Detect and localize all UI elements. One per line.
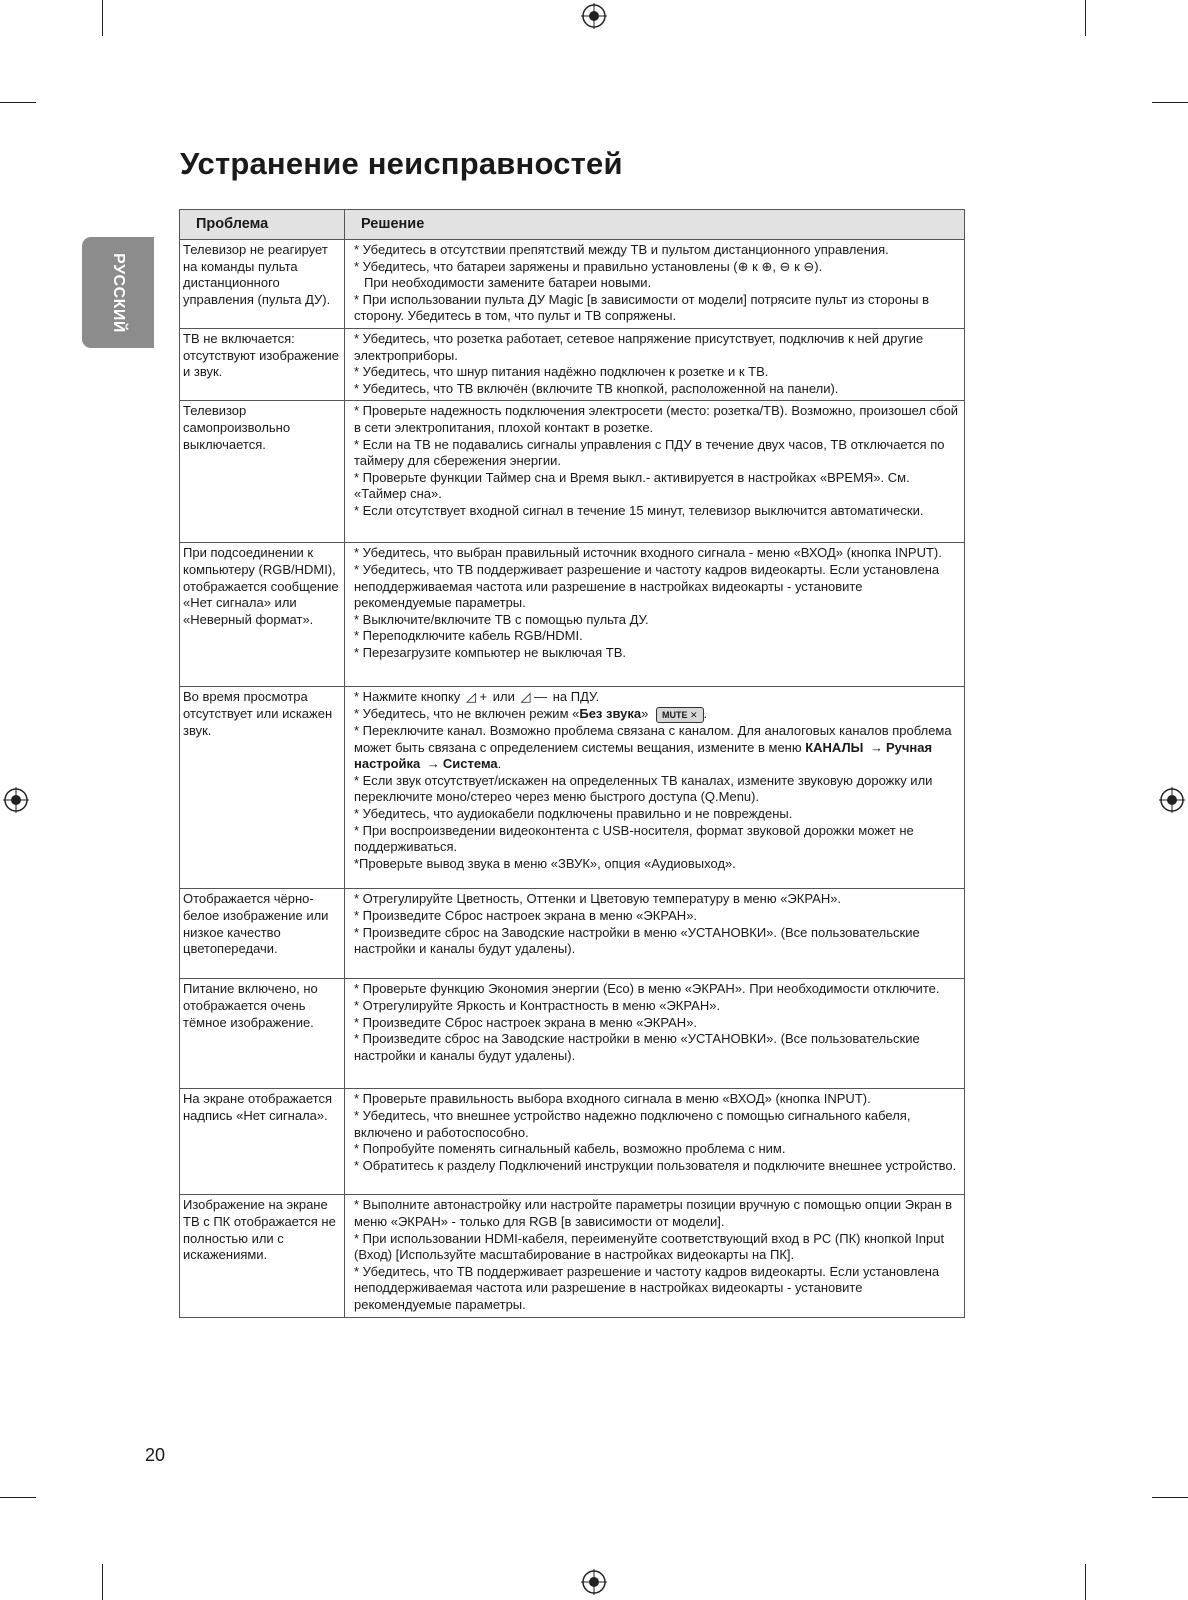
problem-cell: Телевизор самопроизвольно выключается. [180,401,345,543]
table-row [180,401,965,543]
table-row [180,1089,965,1195]
registration-mark-icon [1159,787,1185,813]
solution-line: * Отрегулируйте Цветность, Оттенки и Цветовую температуру в меню «ЭКРАН». [354,891,842,907]
problem-cell: Отображается чёрно-белое изображение или низкое качество цветопередачи. [180,889,345,979]
solution-line: * При использовании пульта ДУ Magic [в зависимости от модели] потрясите пульт из стороны в сторону. Убедитесь в том, что пульт и ТВ сопряжены. [354,291,930,324]
language-tab-label: РУССКИЙ [110,252,127,333]
solution-line: *Проверьте вывод звука в меню «ЗВУК», опция «Аудиовыход». [354,855,736,871]
table-row [180,543,965,687]
solution-line: * Убедитесь в отсутствии препятствий между ТВ и пультом дистанционного управления. [354,242,889,257]
solution-line: * Проверьте функцию Экономия энергии (Eco) в меню «ЭКРАН». При необходимости отключите. [354,981,940,997]
solution-line: * Нажмите кнопку ◿ + или ◿ — на ПДУ. [354,689,600,705]
solution-line: * Попробуйте поменять сигнальный кабель, возможно проблема с ним. [354,1141,786,1157]
solution-line: * Обратитесь к разделу Подключений инструкции пользователя и подключите внешнее устройство. [354,1157,957,1173]
solution-line: * Убедитесь, что ТВ поддерживает разрешение и частоту кадров видеокарты. Если установлена неподдерживаемая частота или разрешение в настройках видеокарты - установите рекомендуемые параметры. [354,561,940,611]
crop-mark [1152,1497,1188,1498]
solution-line: * Убедитесь, что ТВ включён (включите ТВ кнопкой, расположенной на панели). [354,380,839,396]
problem-cell: ТВ не включается: отсутствуют изображение и звук. [180,328,345,400]
solution-line: * Убедитесь, что внешнее устройство надежно подключено с помощью сигнального кабеля, включено и работоспособно. [354,1107,911,1140]
language-tab [82,237,154,348]
solution-line: * Выполните автонастройку или настройте параметры позиции вручную с помощью опции Экран в меню «ЭКРАН» - только для RGB [в зависимости от модели]. [354,1197,952,1229]
volume-up-icon: ◿ + [465,689,488,705]
solution-line: * При воспроизведении видеоконтента с USB-носителя, формат звуковой дорожки может не поддерживаться. [354,822,914,855]
page-number: 20 [145,1445,166,1465]
solution-cell [345,687,965,889]
solution-line: * Проверьте функции Таймер сна и Время выкл.- активируется в настройках «ВРЕМЯ». См. «Таймер сна». [354,469,910,502]
solution-cell [345,889,965,979]
registration-mark-icon [581,1569,607,1595]
table-row [180,687,965,889]
solution-line: * Убедитесь, что выбран правильный источник входного сигнала - меню «ВХОД» (кнопка INPUT). [354,545,942,561]
mute-key-icon: MUTE ✕ [656,707,704,723]
solution-line: * Проверьте надежность подключения электросети (место: розетка/ТВ). Возможно, произошел сбой в сети электропитания, плохой контакт в розетке. [354,403,959,435]
volume-down-icon: ◿ — [520,689,548,705]
problem-cell: На экране отображается надпись «Нет сигнала». [180,1089,345,1195]
troubleshooting-table [179,209,965,1318]
header-solution: Решение [345,210,965,240]
problem-cell: Во время просмотра отсутствует или искажен звук. [180,687,345,889]
solution-cell [345,1195,965,1317]
solution-line: * Отрегулируйте Яркость и Контрастность в меню «ЭКРАН». [354,997,721,1013]
registration-mark-icon [3,787,29,813]
table-row [180,1195,965,1317]
solution-cell [345,1089,965,1195]
solution-line: * При использовании HDMI-кабеля, переименуйте соответствующий вход в PC (ПК) кнопкой Input (Вход) [Используйте масштабирование в настройках видеокарты на ПК]. [354,1230,945,1263]
solution-line: При необходимости замените батареи новыми. [364,275,652,291]
solution-cell [345,328,965,400]
table-row [180,979,965,1089]
solution-cell [345,401,965,543]
crop-mark [0,1497,36,1498]
problem-cell: При подсоединении к компьютеру (RGB/HDMI), отображается сообщение «Нет сигнала» или «Неверный формат». [180,543,345,687]
solution-cell [345,543,965,687]
crop-mark [1152,102,1188,103]
solution-line: * Убедитесь, что аудиокабели подключены правильно и не повреждены. [354,805,793,821]
solution-line: * Выключите/включите ТВ с помощью пульта ДУ. [354,611,649,627]
crop-mark [102,0,103,36]
solution-line: * Убедитесь, что розетка работает, сетевое напряжение присутствует, подключив к ней другие электроприборы. [354,330,924,363]
solution-cell [345,979,965,1089]
solution-line: * Убедитесь, что не включен режим «Без звука» MUTE ✕ . [354,705,708,721]
solution-line: * Если отсутствует входной сигнал в течение 15 минут, телевизор выключится автоматически. [354,502,924,518]
solution-line: * Если на ТВ не подавались сигналы управления с ПДУ в течение двух часов, ТВ отключается по таймеру для сбережения энергии. [354,436,945,469]
problem-cell: Телевизор не реагирует на команды пульта дистанционного управления (пульта ДУ). [180,240,345,329]
registration-mark-icon [581,3,607,29]
crop-mark [0,102,36,103]
arrow-right-icon: → [426,756,440,772]
solution-line: * Произведите Сброс настроек экрана в меню «ЭКРАН». [354,1014,698,1030]
solution-line: * Убедитесь, что ТВ поддерживает разрешение и частоту кадров видеокарты. Если установлена неподдерживаемая частота или разрешение в настройках видеокарты - установите рекомендуемые параметры. [354,1263,940,1312]
crop-mark [1085,0,1086,36]
solution-line: * Убедитесь, что батареи заряжены и правильно установлены (⊕ к ⊕, ⊖ к ⊖). [354,258,823,274]
solution-line: * Переподключите кабель RGB/HDMI. [354,628,583,644]
solution-line: * Произведите сброс на Заводские настройки в меню «УСТАНОВКИ». (Все пользовательские настройки и каналы будут удалены). [354,1031,920,1063]
solution-line: * Проверьте правильность выбора входного сигнала в меню «ВХОД» (кнопка INPUT). [354,1091,871,1107]
solution-line: * Произведите сброс на Заводские настройки в меню «УСТАНОВКИ». (Все пользовательские настройки и каналы будут удалены). [354,924,920,957]
crop-mark [102,1564,103,1600]
problem-cell: Питание включено, но отображается очень тёмное изображение. [180,979,345,1089]
header-problem: Проблема [180,210,345,240]
table-header-row [180,210,965,240]
table-row [180,240,965,329]
problem-cell: Изображение на экране ТВ с ПК отображается не полностью или с искажениями. [180,1195,345,1317]
arrow-right-icon: → [869,739,883,755]
solution-line: * Произведите Сброс настроек экрана в меню «ЭКРАН». [354,907,698,923]
solution-line: * Переключите канал. Возможно проблема связана с каналом. Для аналоговых каналов проблема может быть связана с определением системы вещания, измените в меню КАНАЛЫ → Ручная настройка → Система. [354,722,952,772]
solution-line: * Перезагрузите компьютер не выключая ТВ. [354,644,626,660]
solution-cell [345,240,965,329]
solution-line: * Убедитесь, что шнур питания надёжно подключен к розетке и к ТВ. [354,364,769,380]
table-row [180,328,965,400]
page-title: Устранение неисправностей [180,146,623,181]
solution-line: * Если звук отсутствует/искажен на определенных ТВ каналах, измените звуковую дорожку или переключите моно/стерео через меню быстрого доступа (Q.Menu). [354,772,933,805]
table-row [180,889,965,979]
crop-mark [1085,1564,1086,1600]
